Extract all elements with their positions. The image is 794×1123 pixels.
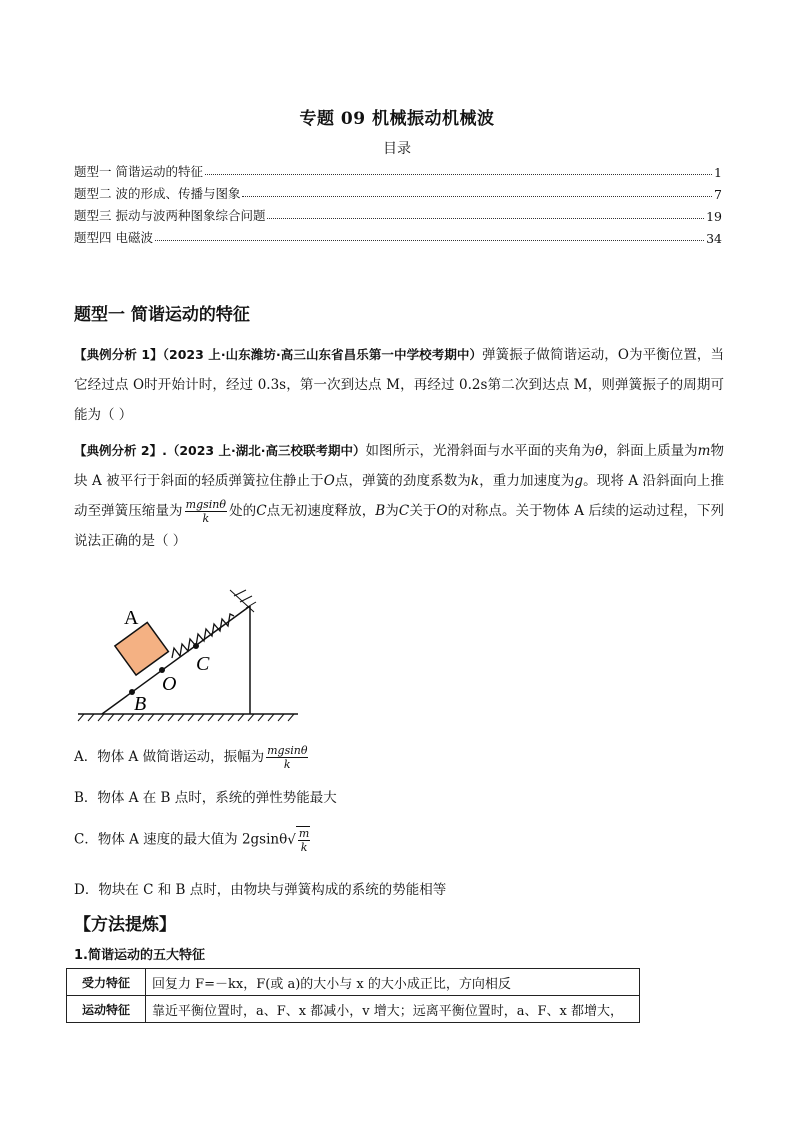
fraction-denominator: k [300, 841, 308, 854]
example-2-text: 点无初速度释放， [266, 503, 376, 519]
symbol-c: C [398, 503, 410, 519]
toc-entry[interactable] [74, 180, 722, 202]
symbol-g: g [574, 473, 584, 489]
toc-entry-label: 题型一 简谐运动的特征 [74, 164, 203, 179]
option-a-text: A．物体 A 做简谐运动，振幅为 [74, 749, 265, 765]
option-d[interactable]: D．物块在 C 和 B 点时，由物块与弹簧构成的系统的势能相等 [74, 882, 447, 898]
toc-entry-page: 7 [714, 187, 722, 202]
symbol-o: O [323, 473, 335, 489]
table-row [67, 996, 640, 1023]
example-2-text: 点，弹簧的劲度系数为 [334, 473, 471, 489]
toc-entry-label: 题型三 振动与波两种图象综合问题 [74, 208, 266, 223]
ground-hatch [78, 714, 294, 721]
example-1-tag: 【典例分析 1】（2023 上·山东潍坊·高三山东省昌乐第一中学校考期中） [74, 347, 483, 362]
label-c: C [196, 653, 210, 675]
toc-leader [155, 240, 704, 241]
example-2-text: 为 [385, 503, 399, 519]
document-title: 专题 09 机械振动机械波 [299, 109, 495, 129]
toc-leader [267, 218, 704, 219]
example-1-text: 弹簧振子做简谐运动，O为平衡位置，当它经过点 O时开始计时，经过 0.3s，第一次到达点 M，再经过 0.2s第二次到达点 M，则弹簧振子的周期可能为（ ） [74, 347, 724, 423]
symbol-theta: θ [595, 443, 604, 459]
toc-entry[interactable] [74, 158, 722, 180]
method-heading: 【方法提炼】 [74, 915, 176, 935]
option-c[interactable] [74, 826, 310, 854]
block-a [115, 622, 169, 675]
example-2-text: 物块 A 被平行于斜面的轻质弹簧拉住静止于 [74, 443, 724, 489]
table-cell-value: 靠近平衡位置时，a、F、x 都减小，v 增大；远离平衡位置时，a、F、x 都增大， [146, 996, 640, 1023]
method-subheading: 1.简谐运动的五大特征 [74, 948, 205, 963]
symbol-k: k [470, 473, 480, 489]
example-2-text: ，斜面上质量为 [603, 443, 698, 459]
label-o: O [162, 673, 177, 695]
fraction-denominator: k [283, 758, 291, 771]
example-2-text: ，重力加速度为 [479, 473, 575, 489]
toc-entry-label: 题型二 波的形成、传播与图象 [74, 186, 241, 201]
example-2-tag: 【典例分析 2】.（2023 上·湖北·高三校联考期中） [74, 443, 366, 458]
fraction-denominator: k [202, 512, 210, 525]
example-2-text: 。现将 A 沿斜面向上推动至弹簧压缩量为 [74, 473, 725, 519]
toc-entry-label: 题型四 电磁波 [74, 230, 153, 245]
incline-spring-figure [74, 578, 304, 723]
option-b[interactable]: B．物体 A 在 B 点时，系统的弹性势能最大 [74, 790, 337, 806]
example-1 [74, 340, 724, 430]
label-a: A [124, 607, 139, 629]
section-heading: 题型一 简谐运动的特征 [74, 305, 250, 325]
example-2-text: 关于 [409, 503, 437, 519]
fraction-numerator: mgsinθ [267, 744, 308, 757]
example-2 [74, 436, 724, 556]
table-row [67, 969, 640, 996]
toc-entry[interactable] [74, 224, 722, 246]
toc-leader [205, 174, 712, 175]
table-cell-key: 受力特征 [67, 969, 146, 996]
point-c-dot [193, 643, 199, 649]
table-of-contents [74, 158, 722, 246]
example-2-text: 处的 [228, 503, 257, 519]
symbol-b: B [375, 503, 386, 519]
label-b: B [134, 693, 147, 715]
toc-entry-page: 19 [706, 209, 722, 224]
toc-entry[interactable] [74, 202, 722, 224]
example-2-text: 的对称点。关于物体 A 后续的运动过程，下列说法正确的是（ ） [74, 503, 725, 549]
example-2-text: 如图所示，光滑斜面与水平面的夹角为 [365, 443, 596, 459]
toc-entry-page: 34 [706, 231, 722, 246]
toc-title: 目录 [383, 141, 411, 157]
spring [172, 614, 234, 658]
toc-leader [242, 196, 712, 197]
sqrt-sign: √ [287, 832, 296, 848]
fraction-numerator: mgsinθ [185, 498, 226, 511]
sqrt-expression [287, 826, 310, 854]
fraction-numerator: m [298, 827, 310, 840]
feature-table [66, 968, 640, 1023]
symbol-o: O [436, 503, 448, 519]
toc-entry-page: 1 [714, 165, 722, 180]
option-a[interactable] [74, 744, 310, 771]
table-cell-value: 回复力 F=－kx，F(或 a)的大小与 x 的大小成正比，方向相反 [146, 969, 640, 996]
option-a-fraction [266, 744, 308, 771]
symbol-c: C [256, 503, 267, 519]
table-cell-key: 运动特征 [67, 996, 146, 1023]
anchor-hatch [230, 590, 256, 612]
symbol-m: m [697, 443, 711, 459]
option-c-text: C．物体 A 速度的最大值为 2gsinθ [74, 831, 288, 848]
fraction-compression [185, 498, 227, 525]
